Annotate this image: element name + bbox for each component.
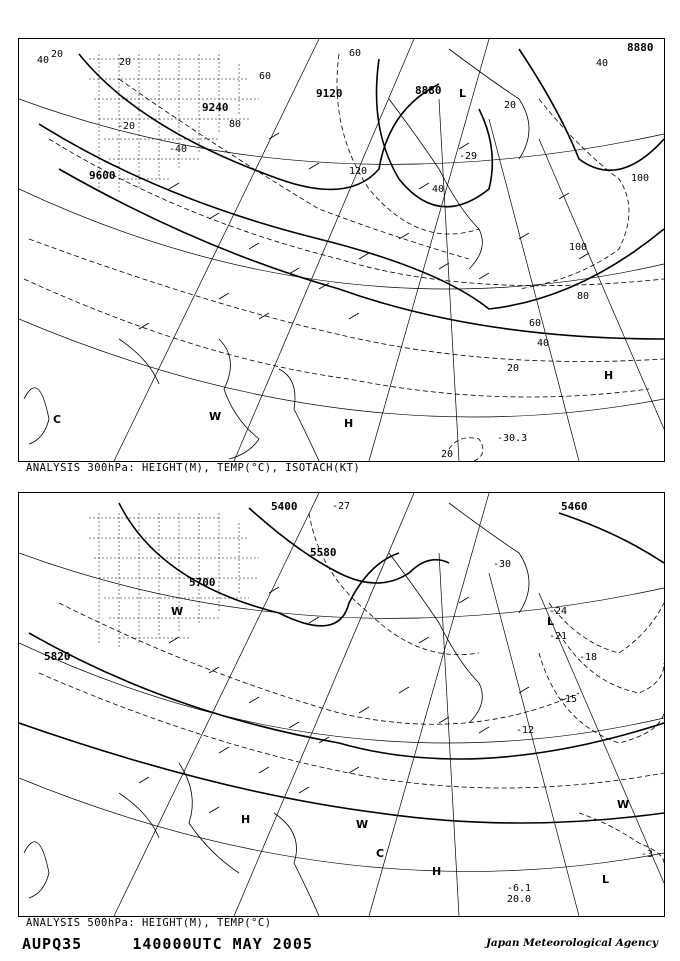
isotach-label: 60 — [529, 318, 542, 329]
latitude-line — [19, 778, 664, 871]
isotach-label: 20 — [119, 57, 132, 68]
graticule — [19, 39, 664, 461]
warm-center: W — [171, 605, 184, 618]
temperature-label: -27 — [332, 501, 351, 512]
high-pressure-center: H — [344, 417, 354, 430]
isotach-label: 40 — [537, 338, 550, 349]
height-label: 8880 — [627, 41, 654, 54]
isotach-label: 80 — [229, 119, 242, 130]
contour-line — [559, 513, 664, 563]
height-contours — [39, 49, 664, 339]
longitude-line — [114, 493, 319, 916]
upper-air-chart-300hpa — [18, 38, 665, 462]
height-label: 9120 — [316, 87, 343, 100]
low-pressure-center: L — [459, 87, 467, 100]
panel-caption-500hpa: ANALYSIS 500hPa: HEIGHT(M), TEMP(°C) — [26, 917, 272, 929]
cold-center: C — [376, 847, 385, 860]
temperature-label: -24 — [549, 606, 568, 617]
panel-caption-300hpa: ANALYSIS 300hPa: HEIGHT(M), TEMP(°C), ISOTACH(KT) — [26, 462, 361, 474]
high-pressure-center: H — [432, 865, 442, 878]
isotach-label: 100 — [631, 173, 650, 184]
temperature-label: -12 — [516, 725, 535, 736]
chart-500hpa-svg — [19, 493, 664, 916]
height-label: 5400 — [271, 500, 298, 513]
contour-line — [249, 508, 449, 583]
isotach-label: 20 — [504, 100, 517, 111]
high-pressure-center: H — [604, 369, 614, 382]
longitude-line — [489, 573, 579, 916]
isotach-label: 40 — [432, 184, 445, 195]
isotach-label: 80 — [577, 291, 590, 302]
isotach-label: 20 — [51, 49, 64, 60]
temperature-label: -40 — [169, 144, 188, 155]
height-label: 8880 — [415, 84, 442, 97]
temperature-label: -15 — [559, 694, 578, 705]
wind-barbs — [139, 587, 529, 813]
isotach-label: 40 — [596, 58, 609, 69]
temperature-label: 20.0 — [507, 894, 532, 905]
height-label: 5820 — [44, 650, 71, 663]
wind-barbs — [139, 133, 589, 329]
high-pressure-center: H — [241, 813, 251, 826]
isotach-label: 20 — [441, 449, 454, 460]
temperature-label: -21 — [549, 631, 568, 642]
isotach-label: 60 — [259, 71, 272, 82]
isotach-label: 40 — [37, 55, 50, 66]
isotherm-lines — [39, 513, 664, 863]
chart-300hpa-svg — [19, 39, 664, 461]
temperature-label: -20 — [117, 121, 136, 132]
isotach-label: 20 — [507, 363, 520, 374]
isotach-label: 60 — [349, 48, 362, 59]
height-label: 9240 — [202, 101, 229, 114]
contour-line — [19, 723, 664, 823]
longitude-line — [439, 553, 459, 916]
upper-air-chart-500hpa — [18, 492, 665, 917]
isotach-lines — [24, 54, 664, 461]
isotach-label: 100 — [569, 242, 588, 253]
low-pressure-center: L — [602, 873, 610, 886]
contour-line — [59, 169, 664, 339]
warm-center: W — [617, 798, 630, 811]
height-label: 5700 — [189, 576, 216, 589]
product-code-and-valid-time: AUPQ35 140000UTC MAY 2005 — [22, 935, 313, 953]
temperature-label: -30 — [493, 559, 512, 570]
height-label: 5460 — [561, 500, 588, 513]
temperature-label: -3 — [641, 849, 654, 860]
low-pressure-center: L — [547, 615, 555, 628]
terrain-hatch — [89, 513, 259, 648]
cold-center: C — [53, 413, 62, 426]
temperature-label: -18 — [579, 652, 598, 663]
contour-line — [119, 503, 399, 626]
temperature-label: -29 — [459, 151, 478, 162]
height-label: 5580 — [310, 546, 337, 559]
issuer-logo-text: Japan Meteorological Agency — [485, 937, 658, 949]
coastline — [24, 49, 529, 461]
height-label: 9600 — [89, 169, 116, 182]
isotach-label: 120 — [349, 166, 368, 177]
latitude-line — [19, 319, 664, 417]
temperature-label: -6.1 — [507, 883, 532, 894]
contour-line — [519, 49, 664, 170]
warm-center: W — [209, 410, 222, 423]
temperature-label: -30.3 — [497, 433, 528, 444]
warm-center: W — [356, 818, 369, 831]
